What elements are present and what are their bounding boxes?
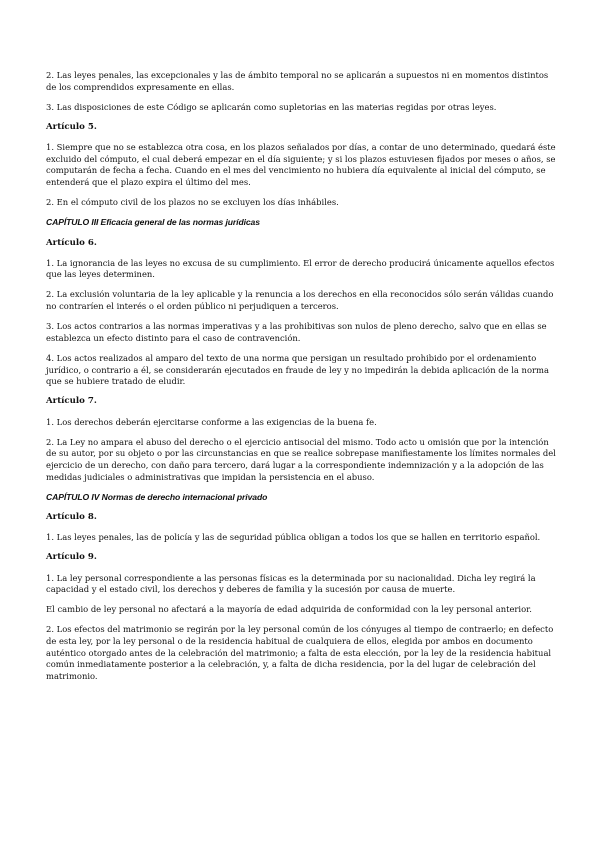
paragraph: 2. La exclusión voluntaria de la ley aplicable y la renuncia a los derechos en ella reconocidos sólo serán válidas cuando no contraríen el interés o el orden público ni perjudiquen a terceros.	[46, 289, 554, 312]
article-heading: Artículo 9.	[46, 552, 97, 563]
paragraph: 1. La ignorancia de las leyes no excusa de su cumplimiento. El error de derecho producirá únicamente aquellos efectos que las leyes determinen.	[46, 257, 555, 280]
paragraph: 1. Siempre que no se establezca otra cosa, en los plazos señalados por días, a contar de uno determinado, quedará éste excluido del cómputo, el cual deberá empezar en el día siguiente; y si los plazos estuviesen fijados por meses o años, se computarán de fecha a fecha. Cuando en el mes del vencimiento no hubiera día equivalente al inicial del cómputo, se entenderá que el plazo expira el último del mes.	[46, 142, 556, 187]
paragraph: 3. Los actos contrarios a las normas imperativas y a las prohibitivas son nulos de pleno derecho, salvo que en ellas se establezca un efecto distinto para el caso de contravención.	[46, 321, 547, 343]
document-page	[46, 70, 560, 691]
article-heading: Artículo 7.	[46, 396, 97, 407]
paragraph: 2. En el cómputo civil de los plazos no se excluyen los días inhábiles.	[46, 197, 339, 208]
article-heading: Artículo 8.	[46, 511, 97, 522]
chapter-heading: CAPÍTULO IV Normas de derecho internacional privado	[46, 491, 268, 502]
chapter-heading: CAPÍTULO III Eficacia general de las normas jurídicas	[46, 217, 260, 228]
paragraph: 2. Las leyes penales, las excepcionales y las de ámbito temporal no se aplicarán a supuestos ni en momentos distintos de los comprendidos expresamente en ellas.	[46, 70, 549, 92]
article-heading: Artículo 6.	[46, 237, 97, 248]
article-heading: Artículo 5.	[46, 121, 97, 132]
paragraph: 4. Los actos realizados al amparo del texto de una norma que persigan un resultado prohibido por el ordenamiento jurídico, o contrario a él, se considerarán ejecutados en fraude de ley y no impedirán la debida aplicación de la norma que se hubiere tratado de eludir.	[46, 353, 549, 387]
paragraph: 1. La ley personal correspondiente a las personas físicas es la determinada por su nacionalidad. Dicha ley regirá la capacidad y el estado civil, los derechos y deberes de familia y la sucesión por causa de muerte.	[46, 572, 536, 595]
paragraph: 3. Las disposiciones de este Código se aplicarán como supletorias en las materias regidas por otras leyes.	[46, 101, 497, 112]
paragraph: 2. Los efectos del matrimonio se regirán por la ley personal común de los cónyuges al tiempo de contraerlo; en defecto de esta ley, por la ley personal o de la residencia habitual de cualquiera de ellos, elegida por ambos en documento auténtico otorgado antes de la celebración del matrimonio; a falta de esta elección, por la ley de la residencia habitual común inmediatamente posterior a la celebración, y, a falta de dicha residencia, por la del lugar de celebración del matrimonio.	[46, 624, 554, 681]
paragraph: 2. La Ley no ampara el abuso del derecho o el ejercicio antisocial del mismo. Todo acto u omisión que por la intención de su autor, por su objeto o por las circunstancias en que se realice sobrepase manifiestamente los límites normales del ejercicio de un derecho, con daño para tercero, dará lugar a la correspondiente indemnización y a la adopción de las medidas judiciales o administrativas que impidan la persistencia en el abuso.	[46, 436, 556, 482]
paragraph: 1. Los derechos deberán ejercitarse conforme a las exigencias de la buena fe.	[46, 416, 377, 427]
paragraph: El cambio de ley personal no afectará a la mayoría de edad adquirida de conformidad con la ley personal anterior.	[46, 604, 532, 615]
paragraph: 1. Las leyes penales, las de policía y las de seguridad pública obligan a todos los que se hallen en territorio español.	[46, 532, 541, 543]
